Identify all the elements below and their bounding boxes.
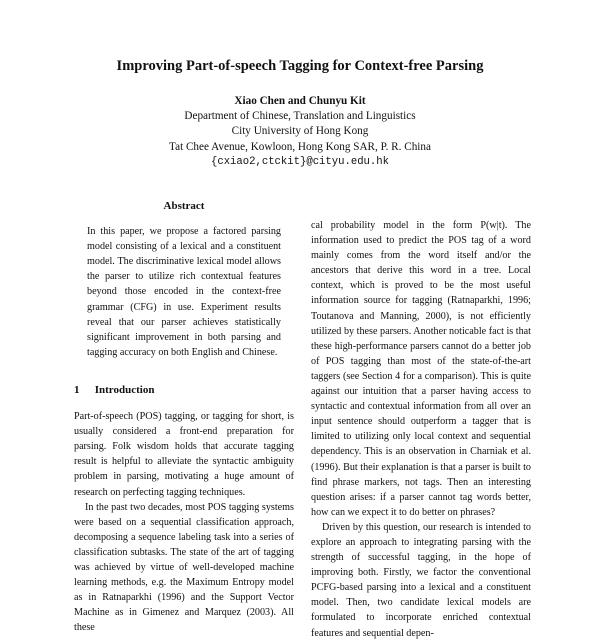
abstract-heading: Abstract (163, 200, 205, 212)
section-number: 1 (74, 383, 80, 396)
right-paragraph-1: cal probability model in the form P(w|t). The information used to predict the POS tag of a word mainly comes from the word itself and/or the ancestors that derive this word in a tree. Local context, which is proved to be the most useful information source for tagging (Ratnaparkhi, 1996; Toutanova and Manning, 2000), is not efficiently utilized by these parsers. Another noticable fact is that these high-performance parsers cannot do a better job of POS tagging than most of the state-of-the-art taggers (see Section 4 for a comparison). This is quite against our intuition that a parser having access to syntactic and contextual information from all over an input sentence should outperform a tagger that is limited to utilizing only local context and sequential dependency. This is an observation in Charniak et al. (1996). But their explanation is that a parser is built to find phrase markers, not tags. Then an interesting question arises: if a parser cannot tag words better, how can we expect it to do better on phrases? (311, 220, 531, 518)
affiliation-line-2: City University of Hong Kong (231, 125, 369, 138)
left-column (74, 199, 294, 635)
author-names: Xiao Chen and Chunyu Kit (234, 95, 366, 107)
author-block (0, 94, 600, 170)
paper-title: Improving Part-of-speech Tagging for Context-free Parsing (116, 58, 484, 74)
section-title: Introduction (94, 383, 155, 396)
affiliation-line-1: Department of Chinese, Translation and Linguistics (184, 110, 416, 123)
abstract-text: In this paper, we propose a factored parsing model consisting of a lexical and a constituent model. The discriminative lexical model allows the parser to utilize rich contextual features beyond those encoded in the context-free grammar (CFG) in use. Experiment results reveal that our parser achieves statistically significant improvement in both parsing and tagging accuracy on both English and Chinese. (87, 226, 281, 358)
intro-paragraph-1: Part-of-speech (POS) tagging, or tagging for short, is usually considered a front-end preparation for parsing. Folk wisdom holds that accurate tagging result is helpful to alleviate the syntactic ambiguity problem in parsing, motivating a huge amount of research on perfecting tagging techniques. (74, 411, 294, 498)
right-paragraph-2: Driven by this question, our research is intended to explore an approach to integrating parsing with the strength of successful tagging, in the hope of improving both. Firstly, we factor the conventional PCFG-based parsing into a lexical and a constituent model. Then, two candidate lexical models are formulated to incorporate enriched contextual features and sequential depen- (311, 521, 531, 639)
affiliation-line-3: Tat Chee Avenue, Kowloon, Hong Kong SAR, P. R. China (169, 140, 431, 153)
right-column (311, 218, 531, 641)
author-email: {cxiao2,ctckit}@cityu.edu.hk (210, 155, 389, 168)
section-heading-introduction (74, 383, 294, 398)
intro-paragraph-2: In the past two decades, most POS tagging systems were based on a sequential classification approach, decomposing a sequence labeling task into a series of classification subtasks. The state of the art of tagging was achieved by virtue of well-developed machine learning methods, e.g. the Maximum Entropy model as in Ratnaparkhi (1996) and the Support Vector Machine as in Gimenez and Marquez (2003). All these (74, 501, 294, 634)
